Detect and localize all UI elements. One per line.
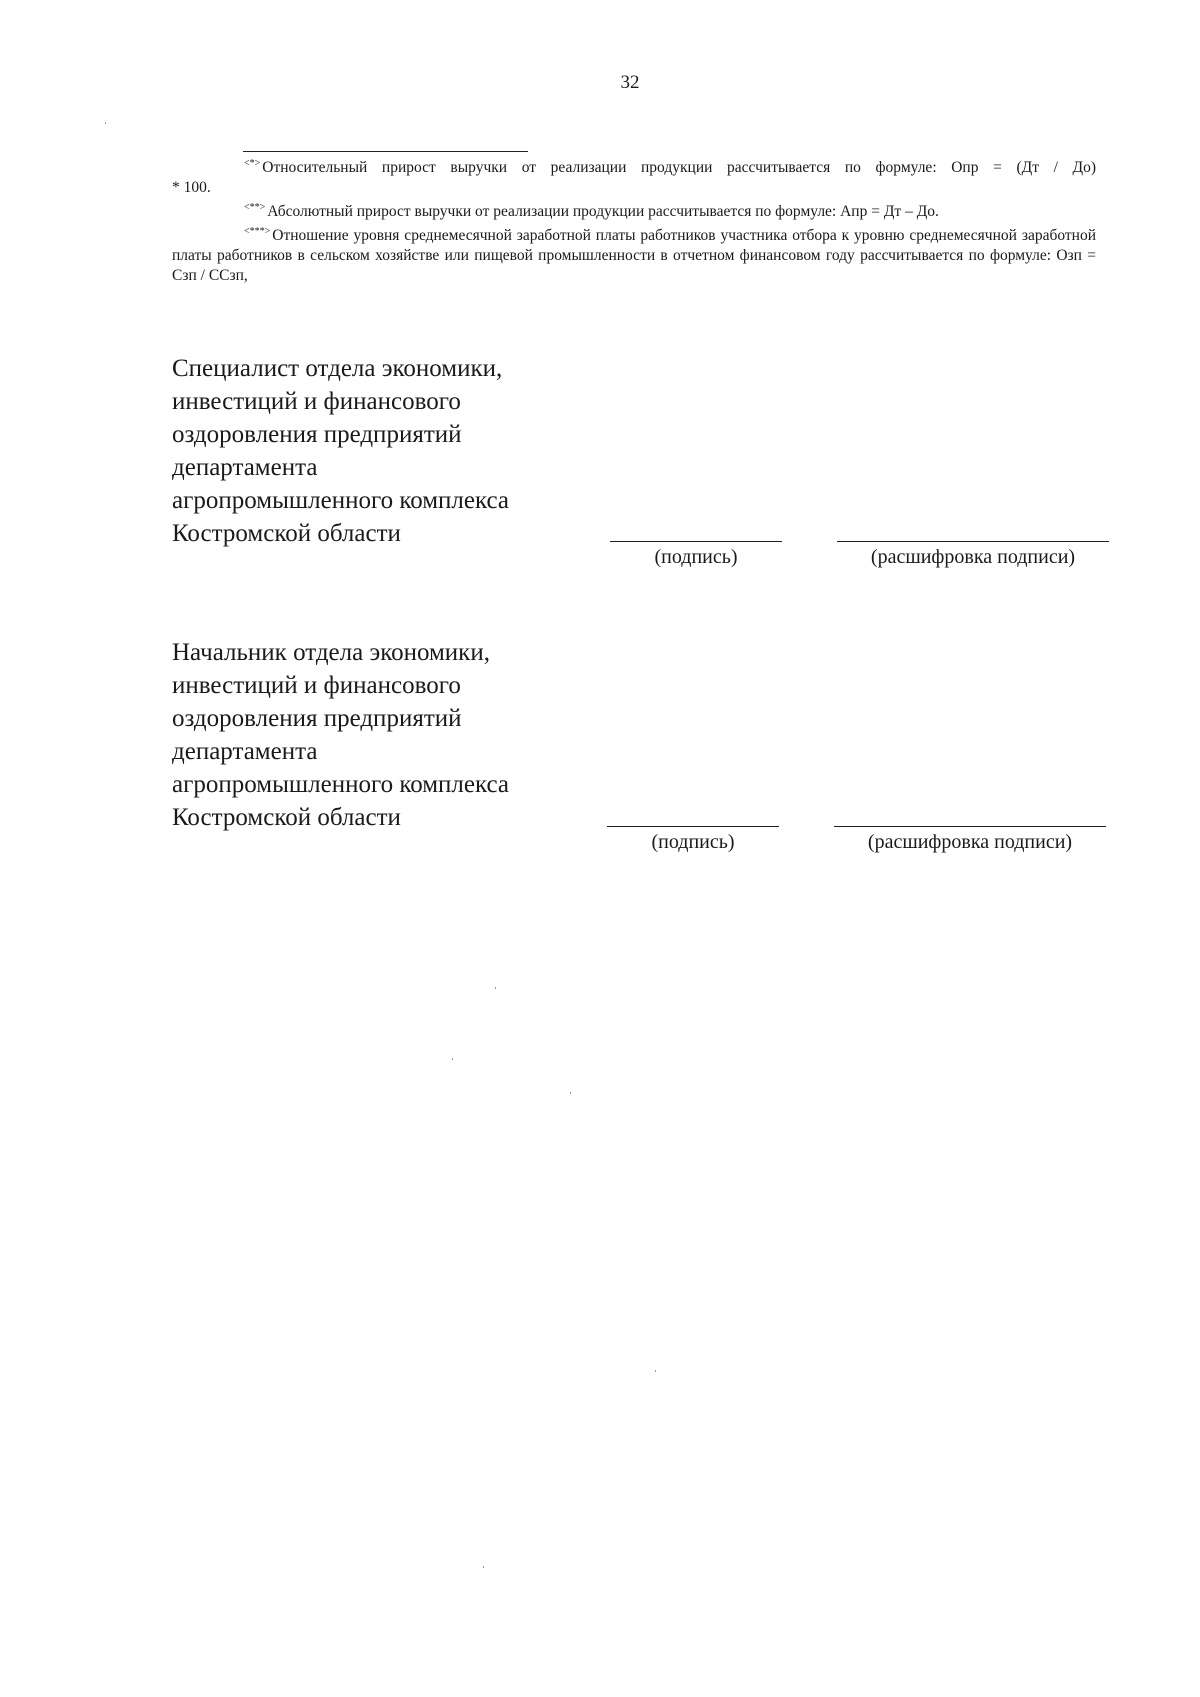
footnote-3-marker: <***> bbox=[244, 226, 271, 237]
decoding-line bbox=[837, 541, 1109, 542]
scan-speck bbox=[655, 1370, 656, 1372]
title-line: агропромышленного комплекса bbox=[172, 771, 510, 798]
signature-block-specialist bbox=[172, 352, 1116, 572]
signature-line bbox=[610, 541, 782, 542]
signature-caption: (подпись) bbox=[654, 546, 738, 568]
title-line: агропромышленного комплекса bbox=[172, 487, 510, 514]
title-line: Начальник отдела экономики, bbox=[172, 639, 490, 666]
title-line: департамента bbox=[172, 454, 318, 481]
footnote-2-text: Абсолютный прирост выручки от реализации продукции рассчитывается по формуле: Апр = Дт – До. bbox=[267, 203, 939, 220]
decoding-line bbox=[834, 826, 1106, 827]
scan-speck bbox=[570, 1092, 571, 1094]
title-line: инвестиций и финансового bbox=[172, 388, 461, 415]
page-number: 32 bbox=[620, 72, 640, 93]
signatory-title bbox=[172, 636, 602, 834]
footnote-1-text: Относительный прирост выручки от реализации продукции рассчитывается по формуле: Опр = (Дт / До) bbox=[262, 159, 1096, 176]
footnote-3-text: Отношение уровня среднемесячной заработной платы работников участника отбора к уровню среднемесячной заработной платы работников в сельском хозяйстве или пищевой промышленности в отчетном финансовом году рассчитывается по формуле: Озп = Сзп / ССзп, bbox=[172, 227, 1096, 284]
footnote-2 bbox=[172, 198, 1096, 222]
title-line: оздоровления предприятий bbox=[172, 421, 462, 448]
title-line: департамента bbox=[172, 738, 318, 765]
footnote-separator bbox=[243, 151, 528, 152]
scan-speck bbox=[495, 987, 496, 989]
title-line: Специалист отдела экономики, bbox=[172, 355, 503, 382]
footnote-1 bbox=[172, 154, 1096, 178]
decoding-caption: (расшифровка подписи) bbox=[867, 831, 1073, 853]
signature-block-head bbox=[172, 636, 1116, 856]
signature-caption: (подпись) bbox=[651, 831, 735, 853]
signature-line bbox=[607, 826, 779, 827]
title-line: оздоровления предприятий bbox=[172, 705, 462, 732]
footnote-2-marker: <**> bbox=[244, 202, 266, 213]
decoding-caption: (расшифровка подписи) bbox=[870, 546, 1076, 568]
footnotes bbox=[172, 154, 1096, 286]
title-line: инвестиций и финансового bbox=[172, 672, 461, 699]
scan-speck bbox=[452, 1058, 453, 1060]
scan-speck bbox=[105, 122, 106, 124]
scan-speck bbox=[483, 1566, 484, 1568]
title-line: Костромской области bbox=[172, 804, 401, 831]
footnote-3 bbox=[172, 222, 1096, 286]
signatory-title bbox=[172, 352, 602, 550]
footnote-1-marker: <*> bbox=[244, 158, 261, 169]
footnote-1-continuation: * 100. bbox=[172, 179, 211, 196]
title-line: Костромской области bbox=[172, 520, 401, 547]
